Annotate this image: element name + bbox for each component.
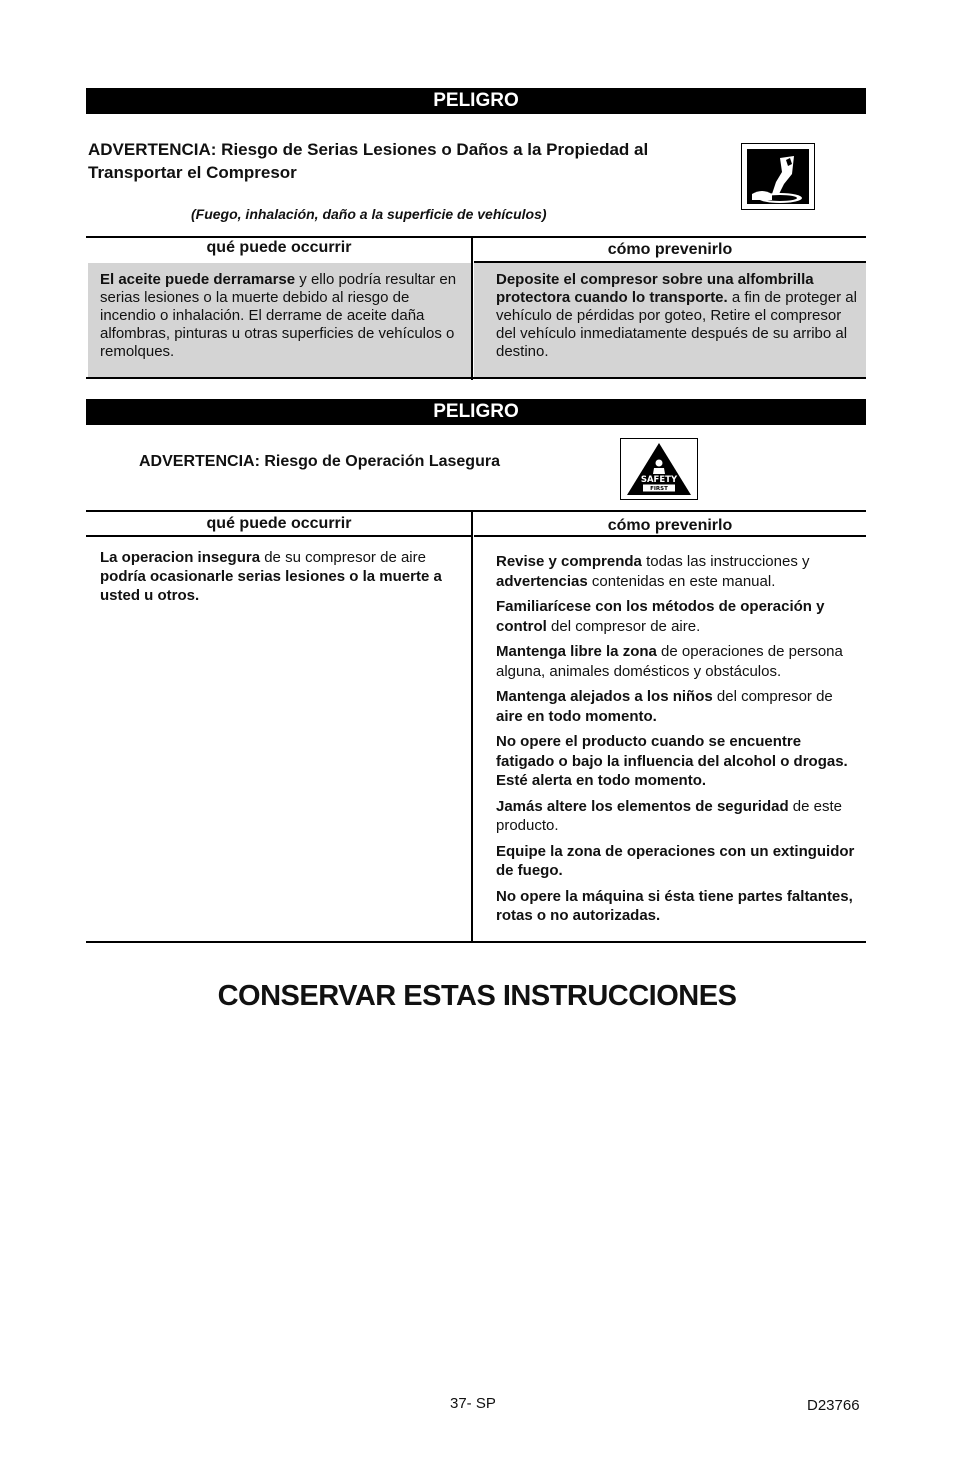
table2-left-text1: de su compresor de aire xyxy=(260,549,426,566)
item-bold: Mantenga libre la zona xyxy=(496,643,657,660)
list-item xyxy=(496,732,860,791)
table1-divider xyxy=(471,236,473,380)
table1-col1-header: qué puede occurrir xyxy=(206,239,352,256)
item-bold: Equipe la zona de operaciones con un extinguidor de fuego. xyxy=(496,842,855,879)
table2-divider xyxy=(471,510,473,943)
list-item xyxy=(496,887,860,926)
safety-icon-text2: FIRST xyxy=(650,486,668,492)
table2-col2-header: cómo prevenirlo xyxy=(607,517,733,534)
table1-left-cell xyxy=(100,271,460,361)
warning-title-1 xyxy=(88,138,738,184)
table2-col1-header: qué puede occurrir xyxy=(206,515,352,532)
item-text: de este producto. xyxy=(496,797,842,834)
table2-header-rule-right xyxy=(474,535,866,537)
list-item xyxy=(496,552,860,591)
item-bold: Mantenga alejados a los niños xyxy=(496,688,713,705)
table1-right-text: a fin de proteger al vehículo de pérdidas por goteo, Retire el compresor del vehículo inmediatamente después de su arribo al destino. xyxy=(496,289,857,360)
page-number: 37- SP xyxy=(450,1395,496,1412)
table2-left-bold2: podría ocasionarle serias lesiones o la muerte a usted u otros. xyxy=(100,568,442,604)
item-bold: No opere el producto cuando se encuentre fatigado o bajo la influencia del alcohol o drogas. Esté alerta en todo momento. xyxy=(496,733,848,789)
list-item xyxy=(496,797,860,836)
danger-banner-2: PELIGRO xyxy=(86,399,866,425)
table2-top-rule xyxy=(86,510,866,512)
warning-title-1-line1: ADVERTENCIA: Riesgo de Serias Lesiones o Daños a la Propiedad al xyxy=(88,140,649,159)
item-bold: No opere la máquina si ésta tiene partes faltantes, rotas o no autorizadas. xyxy=(496,887,853,924)
item-bold: advertencias xyxy=(496,572,588,590)
item-bold: Familiarícese con los métodos de operación y control xyxy=(496,598,825,635)
safety-first-icon xyxy=(620,438,698,500)
warning-title-1-line2: Transportar el Compresor xyxy=(88,163,297,182)
table1-right-cell xyxy=(496,271,860,361)
table1-bottom-rule xyxy=(86,377,866,379)
list-item xyxy=(496,597,860,636)
document-id: D23766 xyxy=(807,1397,860,1414)
table1-top-rule xyxy=(86,236,866,238)
item-text: de operaciones de persona alguna, animales domésticos y obstáculos. xyxy=(496,643,843,680)
table1-left-bold: El aceite puede derramarse xyxy=(100,271,296,288)
table1-col2-header: cómo prevenirlo xyxy=(607,241,733,258)
item-text: todas las instrucciones y xyxy=(641,553,810,570)
table2-left-bold1: La operacion insegura xyxy=(100,549,261,566)
item-bold: aire en todo momento. xyxy=(496,707,657,725)
list-item xyxy=(496,842,860,881)
table1-left-text: y ello podría resultar en serias lesiones o la muerte debido al riesgo de incendio o inhalación. El derrame de aceite daña alfombras, pinturas u otras superficies de vehículos o remolques. xyxy=(100,271,457,360)
warning-title-2: ADVERTENCIA: Riesgo de Operación Lasegura xyxy=(139,453,500,470)
table1-right-bold: Deposite el compresor sobre una alfombrilla protectora cuando lo transporte. xyxy=(496,271,814,306)
warning-subtitle-1: (Fuego, inhalación, daño a la superficie de vehículos) xyxy=(191,206,547,222)
main-title: CONSERVAR ESTAS INSTRUCCIONES xyxy=(217,980,737,1012)
item-text: del compresor de aire. xyxy=(546,617,701,635)
table2-header-rule-left xyxy=(86,535,472,537)
safety-icon-text1: SAFETY xyxy=(640,475,678,485)
item-bold: Jamás altere los elementos de seguridad xyxy=(496,797,789,815)
danger-banner-1: PELIGRO xyxy=(86,88,866,114)
item-text: contenidas en este manual. xyxy=(587,572,776,590)
table2-bottom-rule xyxy=(86,941,866,943)
table2-left-cell xyxy=(100,548,460,605)
oil-spill-warning-icon xyxy=(741,143,815,210)
list-item xyxy=(496,642,860,681)
list-item xyxy=(496,687,860,726)
item-text: del compresor de xyxy=(712,688,833,705)
table2-right-cell xyxy=(496,552,860,932)
item-bold: Revise y comprenda xyxy=(496,553,642,570)
